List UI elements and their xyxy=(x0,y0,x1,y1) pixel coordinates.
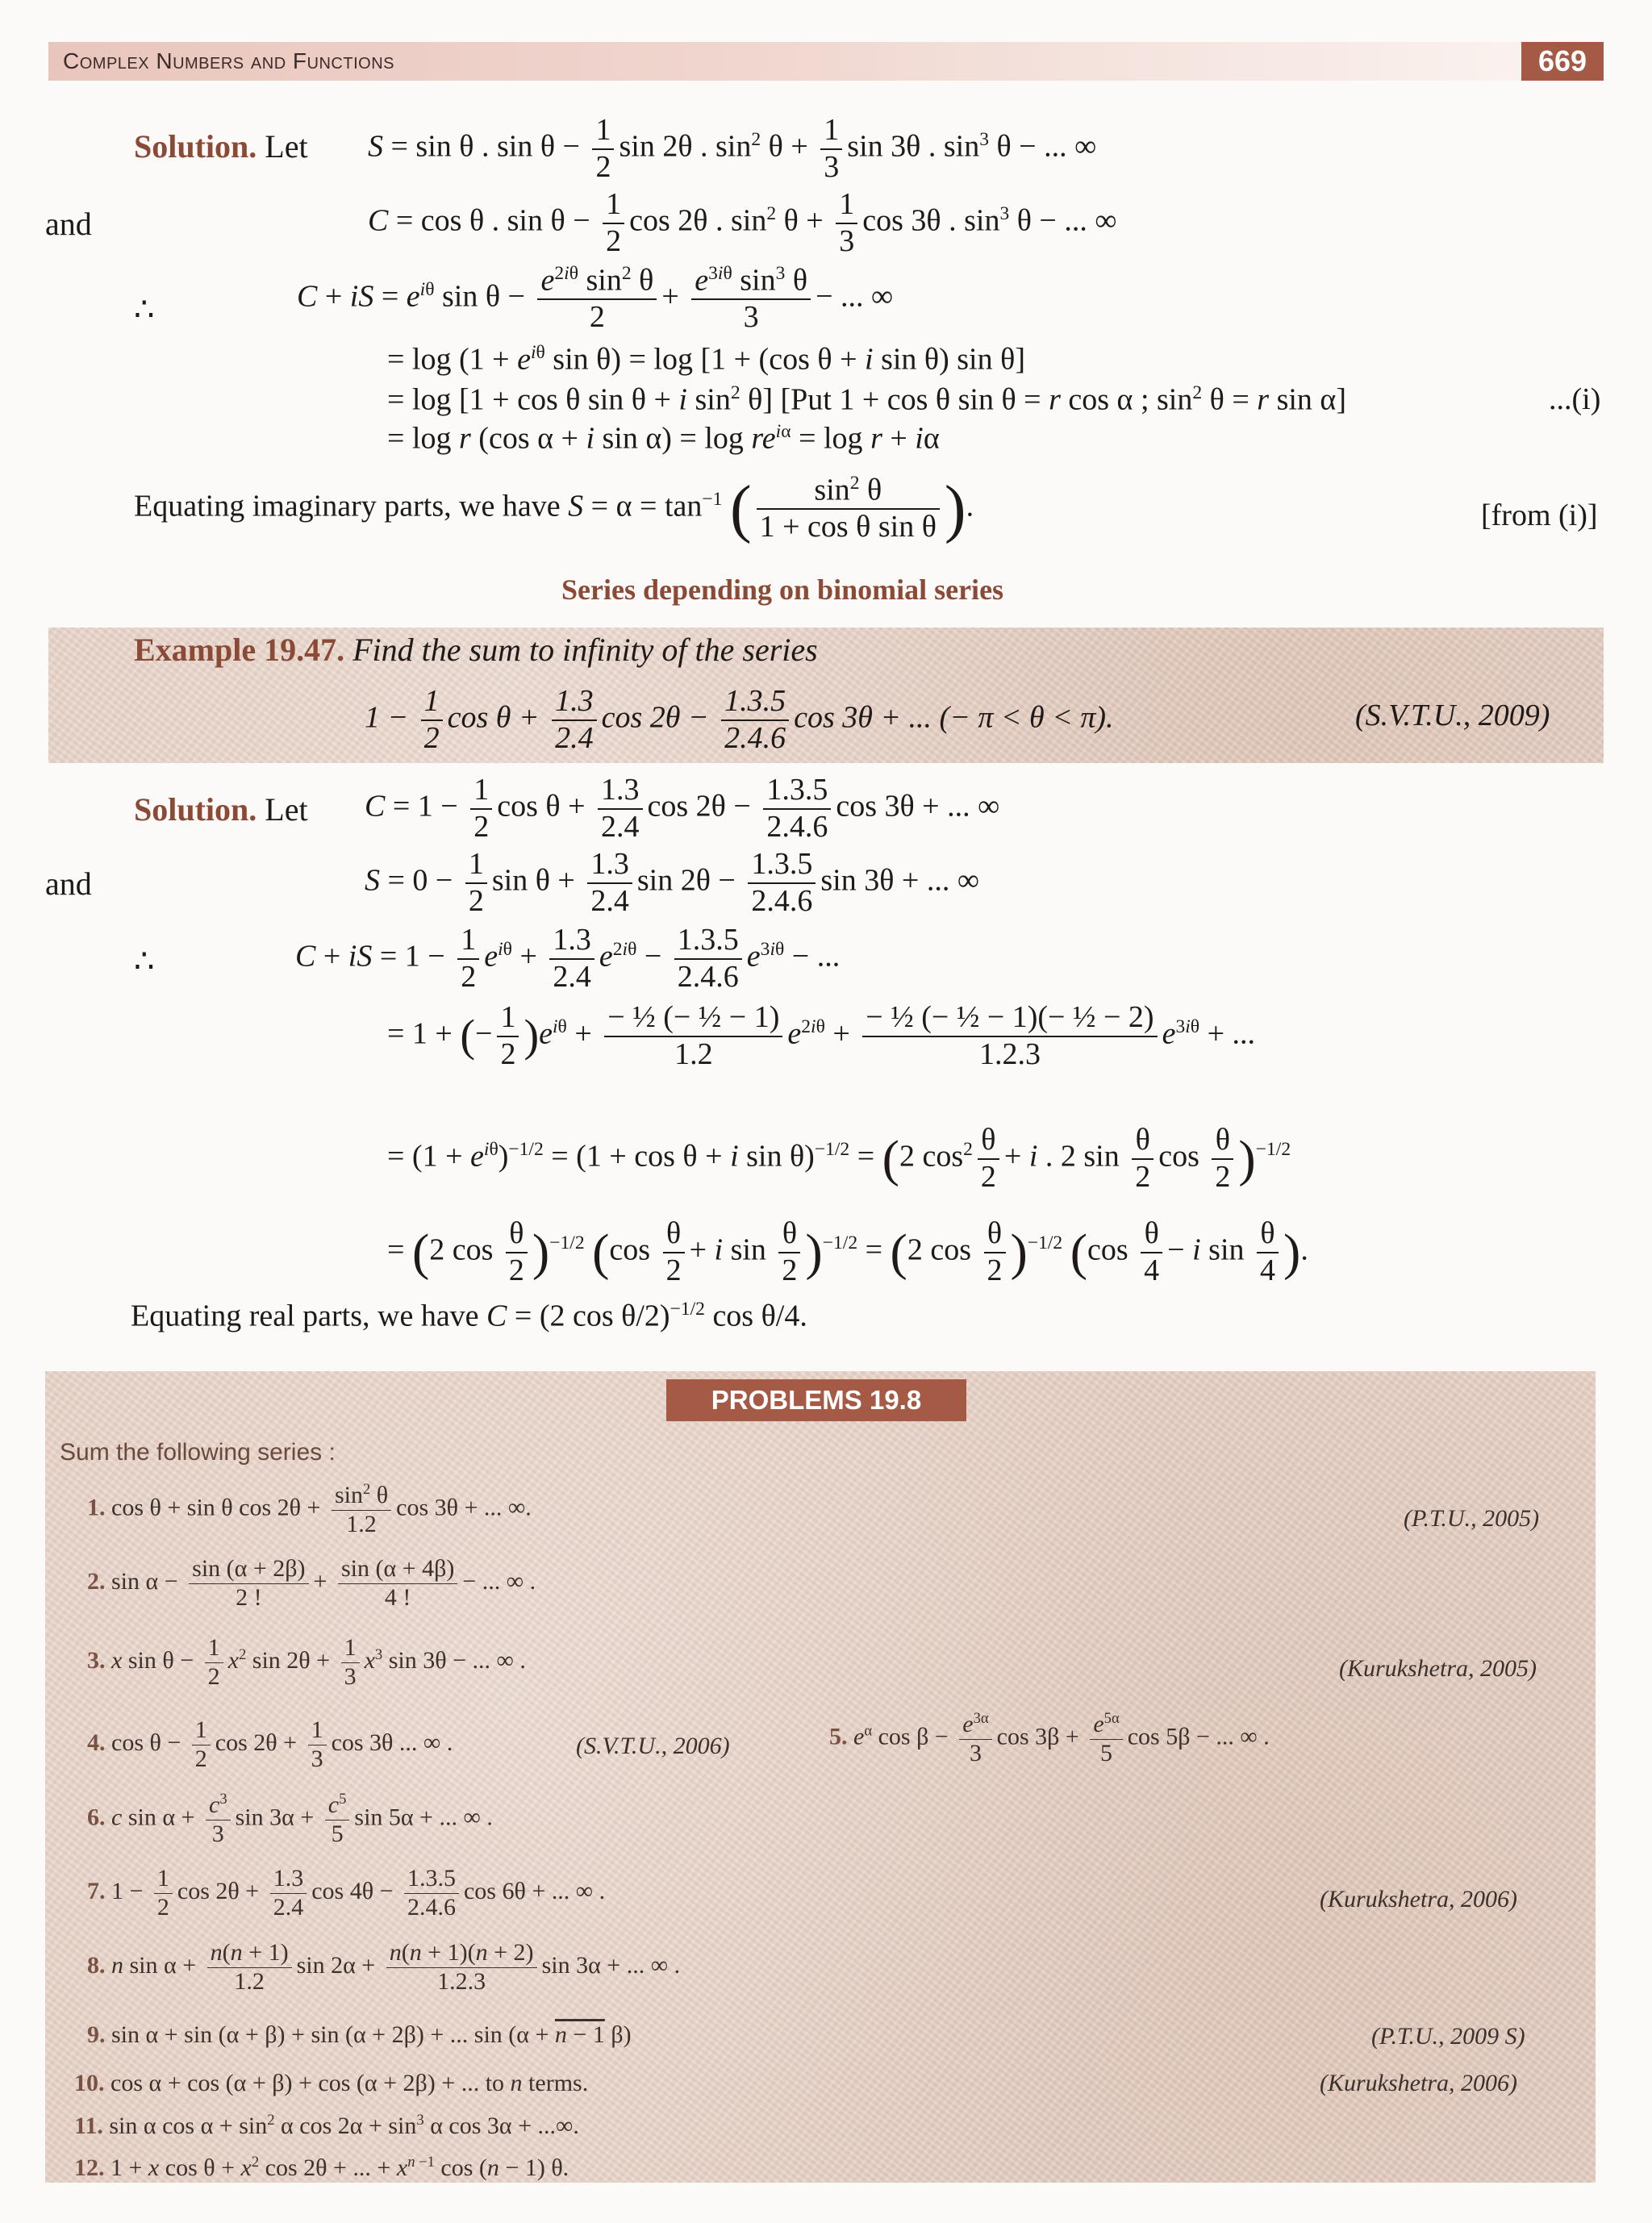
and-word: and xyxy=(45,865,92,902)
therefore-symbol: ∴ xyxy=(134,943,155,979)
problems-intro: Sum the following series : xyxy=(60,1439,336,1466)
problem-item-10: 10. cos α + cos (α + β) + cos (α + 2β) + ... to n terms. xyxy=(74,2070,589,2096)
equating-imaginary: Equating imaginary parts, we have $S = \alpha = \tan^{-1}$ ( $\frac{\sin^2 \theta}{\text{1 + cos θ sin θ}}$ ). xyxy=(134,473,974,545)
problem-item-3: 3. x sin θ − $\frac{1}{2}$ $x^2$ sin 2θ + $\frac{1}{3}$ $x^3$ sin 3θ − ... ∞ . xyxy=(87,1634,526,1690)
problem-ref-10: (Kurukshetra, 2006) xyxy=(1320,2070,1517,2096)
equation-tag-i: ...(i) xyxy=(1549,382,1601,416)
problem-item-8: 8. n sin α + $\frac{n(n + 1)}{1.2}$ sin 2α + $\frac{n(n + 1)(n + 2)}{1.2.3}$ sin 3α + ... ∞ . xyxy=(87,1939,681,1995)
solution-label: Solution. Let xyxy=(134,128,308,165)
equation-c-plus-is-2: C + iS = 1 − $\frac{1}{2}$ $e^{i\theta}$ + $\frac{1.3}{2.4}$ $e^{2i\theta}$ − $\frac{1.3.5}{2.4.6}$ $e^{3i\theta}$ − ... xyxy=(295,923,841,994)
problem-item-7: 7. 1 − $\frac{1}{2}$ cos 2θ + $\frac{1.3}{2.4}$ cos 4θ − $\frac{1.3.5}{2.4.6}$ cos 6θ + ... ∞ . xyxy=(87,1865,606,1921)
solution-label: Solution. Let xyxy=(134,791,308,828)
page-number: 669 xyxy=(1521,42,1604,81)
problems-banner: PROBLEMS 19.8 xyxy=(666,1379,966,1421)
equation-c-2: C = 1 − $\frac{1}{2}$ cos θ + $\frac{1.3}{2.4}$ cos 2θ − $\frac{1.3.5}{2.4.6}$ cos 3θ + ... ∞ xyxy=(365,773,1000,844)
example-series: 1 − $\frac{1}{2}$ cos θ + $\frac{1.3}{2.4}$ cos 2θ − $\frac{1.3.5}{2.4.6}$ cos 3θ + ... (− π < θ < π). xyxy=(365,684,1114,755)
and-word: and xyxy=(45,206,92,242)
problem-item-2: 2. sin α − $\frac{\sin (\alpha + 2\beta)}{2 !}$ + $\frac{\sin (\alpha + 4\beta)}{4 !}$ − ... ∞ . xyxy=(87,1555,536,1611)
example-heading: Example 19.47. Find the sum to infinity of the series xyxy=(134,632,818,668)
problem-item-11: 11. sin α $\cos \alpha + \sin^2 \alpha$ $\cos 2\alpha + \sin^3 \alpha$ cos 3α + ...∞. xyxy=(74,2112,579,2139)
problem-item-1: 1. cos θ + sin θ cos 2θ + $\frac{\sin^2 \theta}{1.2}$ cos 3θ + ... ∞. xyxy=(87,1481,532,1537)
problem-ref-1: (P.T.U., 2005) xyxy=(1404,1505,1540,1532)
problem-ref-7: (Kurukshetra, 2006) xyxy=(1320,1886,1517,1912)
problem-ref-9: (P.T.U., 2009 S) xyxy=(1371,2023,1525,2050)
section-heading: Series depending on binomial series xyxy=(561,573,1004,606)
equation-s-2: S = 0 − $\frac{1}{2}$ sin θ + $\frac{1.3}{2.4}$ sin 2θ − $\frac{1.3.5}{2.4.6}$ sin 3θ + ... ∞ xyxy=(365,847,979,918)
equation-s: S = sin θ . sin θ − $\frac{1}{2}$ sin 2θ . $\sin^2 \theta$ + $\frac{1}{3}$ sin 3θ . $\sin^3 \theta$ − ... ∞ xyxy=(368,113,1097,184)
equating-real: Equating real parts, we have C = (2 cos θ/2)$^{-1/2}$ cos θ/4. xyxy=(131,1299,807,1333)
problem-item-9: 9. sin α + sin (α + β) + sin (α + 2β) + ... sin (α + n − 1 β) xyxy=(87,2021,632,2048)
problem-item-6: 6. c sin α + $\frac{c^3}{3}$ sin 3α + $\frac{c^5}{5}$ sin 5α + ... ∞ . xyxy=(87,1791,493,1847)
equation-binomial-expansion: = 1 + (− $\frac{1}{2}$ )$e^{i\theta}$ + $\frac{\text{− ½ (− ½ − 1)}}{1.2}$ $e^{2i\theta}$ + $\frac{\text{− ½ (− ½ − 1)(− ½ − 2)}}{1.2.3}$ $e^{3i\theta}$ + ... xyxy=(387,1000,1255,1071)
equation-log-2: = log [1 + cos θ sin θ + i $\sin^2 \theta$] [Put 1 + cos θ sin θ = r cos α ; $\sin^2 \theta = r$ sin α] xyxy=(387,382,1346,417)
equation-power: = $(1 + e^{i\theta})^{-1/2} = (1 + \cos \theta + i$ sin θ)$^{-1/2}$ = (2 $\cos^2$ $\frac{\theta}{2}$ + i . 2 sin $\frac{\theta}{2}$ cos $\frac{\theta}{2}$ )$^{-1/2}$ xyxy=(387,1123,1291,1194)
example-reference: (S.V.T.U., 2009) xyxy=(1355,699,1550,732)
therefore-symbol: ∴ xyxy=(134,291,155,327)
equation-c: C = cos θ . sin θ − $\frac{1}{2}$ cos 2θ . $\sin^2 \theta$ + $\frac{1}{3}$ cos 3θ . $\sin^3 \theta$ − ... ∞ xyxy=(368,187,1117,258)
problem-ref-4: (S.V.T.U., 2006) xyxy=(576,1733,730,1759)
equation-c-plus-is: C + iS = $e^{i\theta}$ sin θ − $\frac{e^{2i\theta} \sin^2 \theta}{2}$ + $\frac{e^{3i\theta} \sin^3 \theta}{3}$ − ... ∞ xyxy=(297,263,894,335)
equation-log-3: = log r (cos α + i $\sin \alpha) = \log re^{i\alpha} = \log r + i\alpha$ xyxy=(387,421,940,456)
problem-item-5: 5. $e^\alpha$ cos β − $\frac{e^{3\alpha}}{3}$ cos 3β + $\frac{e^{5\alpha}}{5}$ cos 5β − ... ∞ . xyxy=(829,1710,1270,1766)
equation-final: = (2 cos $\frac{\theta}{2}$ )$^{-1/2}$ (cos $\frac{\theta}{2}$ + i sin $\frac{\theta}{2}$ )$^{-1/2}$ = (2 cos $\frac{\theta}{2}$ )$^{-1/2}$ (cos $\frac{\theta}{4}$ − i sin $\frac{\theta}{4}$ ). xyxy=(387,1216,1308,1287)
problem-item-12: 12. 1 + x $\cos \theta + x^2$ cos 2θ + ... + $x^{n -1}$ cos (n − 1) θ. xyxy=(74,2154,569,2181)
equating-tag: [from (i)] xyxy=(1481,498,1598,532)
problem-item-4: 4. cos θ − $\frac{1}{2}$ cos 2θ + $\frac{1}{3}$ cos 3θ ... ∞ . xyxy=(87,1716,453,1772)
running-header-title: Complex Numbers and Functions xyxy=(63,48,394,73)
equation-log-1: = $\log (1 + e^{i\theta}$ sin θ) = log [1 + (cos θ + i sin θ) sin θ] xyxy=(387,342,1025,377)
problem-ref-3: (Kurukshetra, 2005) xyxy=(1339,1655,1537,1682)
